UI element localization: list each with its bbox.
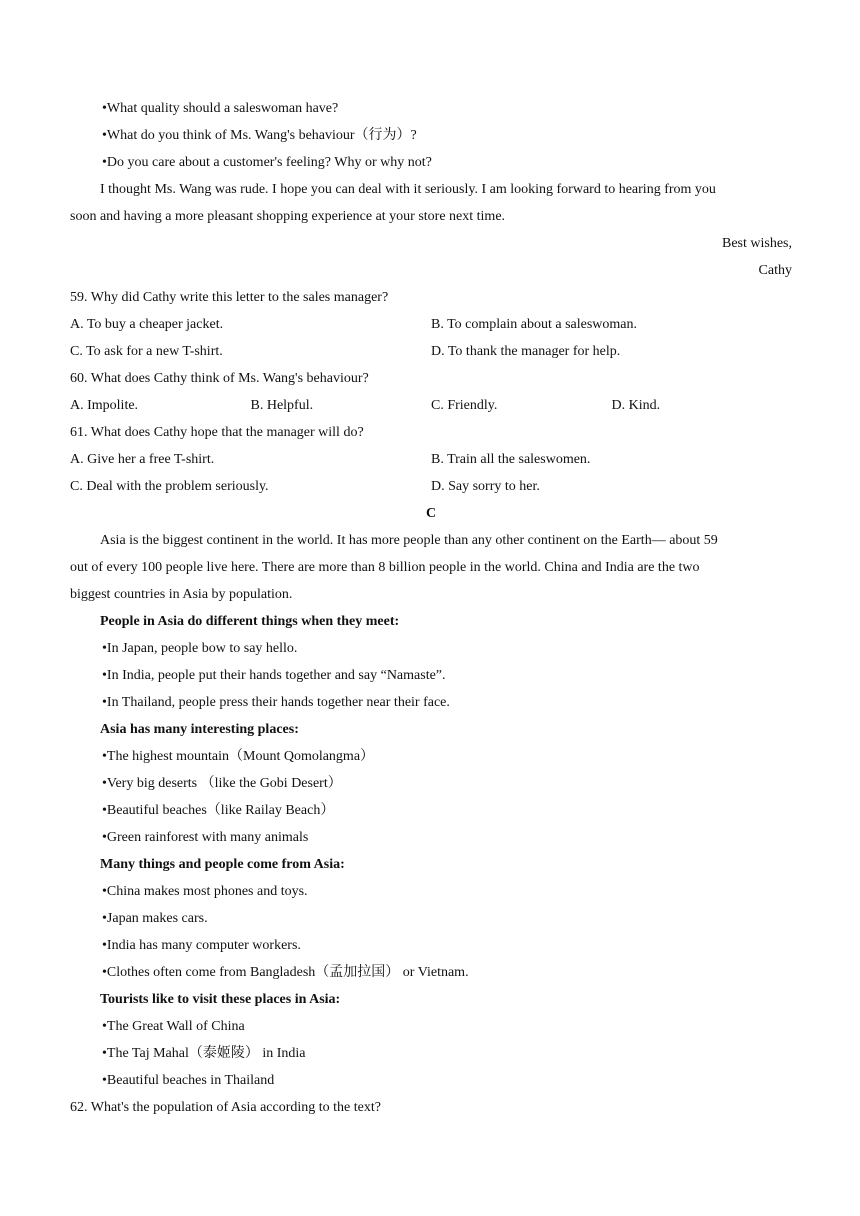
list-item: •In Japan, people bow to say hello.	[102, 641, 298, 656]
answer-option: B. Train all the saleswomen.	[431, 452, 591, 467]
list-item: •Clothes often come from Bangladesh（孟加拉国） or Vietnam.	[102, 965, 469, 980]
list-item: •Beautiful beaches（like Railay Beach）	[102, 803, 335, 818]
list-item: •India has many computer workers.	[102, 938, 301, 953]
group-title: Many things and people come from Asia:	[100, 857, 345, 872]
letter-closing: Best wishes,	[722, 236, 792, 251]
answer-option: C. Deal with the problem seriously.	[70, 479, 269, 494]
list-item: •The highest mountain（Mount Qomolangma）	[102, 749, 375, 764]
letter-bullet: •What do you think of Ms. Wang's behaviour（行为）?	[102, 128, 417, 143]
answer-option: B. Helpful.	[250, 398, 314, 413]
letter-paragraph-line: soon and having a more pleasant shopping experience at your store next time.	[70, 209, 506, 224]
letter-bullet: •What quality should a saleswoman have?	[102, 101, 339, 116]
question-stem: 59. Why did Cathy write this letter to the sales manager?	[70, 290, 389, 305]
section-heading: C	[425, 506, 437, 521]
answer-options-row	[70, 392, 792, 419]
list-item: •The Great Wall of China	[102, 1019, 245, 1034]
list-item: •Very big deserts （like the Gobi Desert）	[102, 776, 342, 791]
answer-option: A. To buy a cheaper jacket.	[70, 317, 224, 332]
letter-paragraph-line: I thought Ms. Wang was rude. I hope you can deal with it seriously. I am looking forward to hearing from you	[100, 182, 716, 197]
answer-option: D. Kind.	[611, 398, 661, 413]
question-stem: 60. What does Cathy think of Ms. Wang's behaviour?	[70, 371, 369, 386]
answer-options-row	[70, 338, 792, 365]
answer-options-row	[70, 446, 792, 473]
answer-option: C. Friendly.	[431, 398, 498, 413]
answer-option: D. To thank the manager for help.	[431, 344, 621, 359]
answer-option: A. Give her a free T-shirt.	[70, 452, 215, 467]
answer-options-row	[70, 473, 792, 500]
list-item: •In India, people put their hands together and say “Namaste”.	[102, 668, 446, 683]
group-title: Asia has many interesting places:	[100, 722, 299, 737]
document-page	[70, 95, 792, 1121]
list-item: •The Taj Mahal（泰姬陵） in India	[102, 1046, 306, 1061]
group-title: Tourists like to visit these places in Asia:	[100, 992, 341, 1007]
group-title: People in Asia do different things when they meet:	[100, 614, 400, 629]
letter-signature: Cathy	[758, 263, 792, 278]
answer-option: A. Impolite.	[70, 398, 139, 413]
list-item: •Japan makes cars.	[102, 911, 208, 926]
answer-option: D. Say sorry to her.	[431, 479, 540, 494]
question-stem: 61. What does Cathy hope that the manager will do?	[70, 425, 364, 440]
list-item: •China makes most phones and toys.	[102, 884, 308, 899]
question-stem: 62. What's the population of Asia according to the text?	[70, 1100, 381, 1115]
intro-line: Asia is the biggest continent in the world. It has more people than any other continent on the Earth— about 59	[100, 533, 718, 548]
answer-option: C. To ask for a new T-shirt.	[70, 344, 223, 359]
answer-option: B. To complain about a saleswoman.	[431, 317, 638, 332]
intro-line: out of every 100 people live here. There are more than 8 billion people in the world. China and India are the two	[70, 560, 700, 575]
list-item: •In Thailand, people press their hands together near their face.	[102, 695, 450, 710]
letter-bullet: •Do you care about a customer's feeling? Why or why not?	[102, 155, 432, 170]
list-item: •Beautiful beaches in Thailand	[102, 1073, 275, 1088]
list-item: •Green rainforest with many animals	[102, 830, 309, 845]
intro-line: biggest countries in Asia by population.	[70, 587, 293, 602]
answer-options-row	[70, 311, 792, 338]
